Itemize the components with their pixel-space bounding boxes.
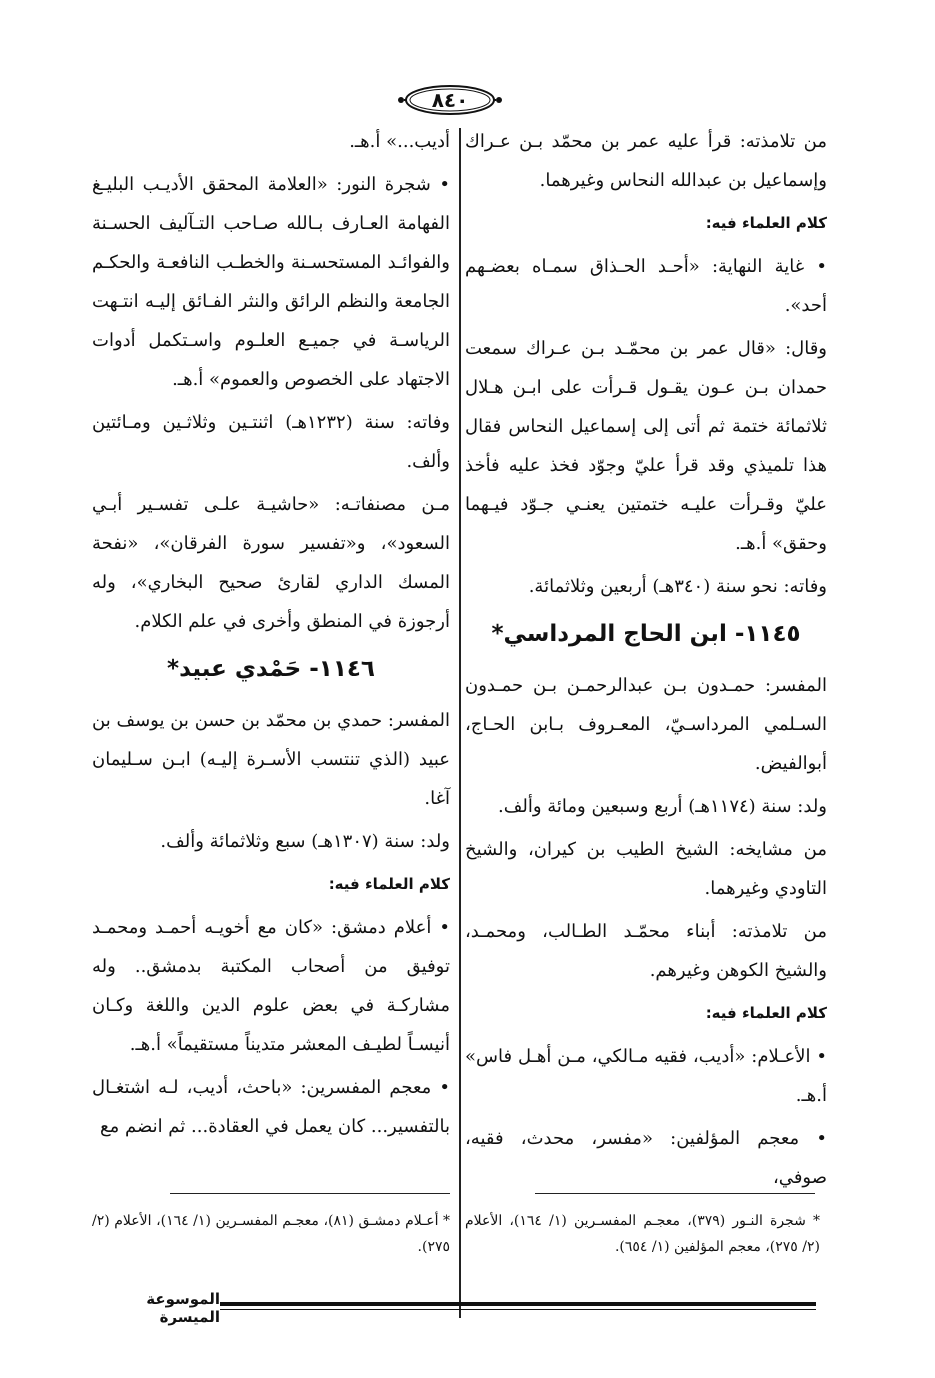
footer-rule (220, 1302, 816, 1306)
entry-title: ١١٤٥- ابن الحاج المرداسي* (491, 621, 801, 647)
footnote-rule (170, 1193, 450, 1194)
paragraph: وفاته: نحو سنة (٣٤٠هـ) أربعين وثلاثمائة. (528, 576, 827, 597)
paragraph: • معجم المفسرين: «باحث، أديب، لـه اشتغـال بالتفسير... كان يعمل في العقادة... ثم انضم مع (92, 1077, 450, 1137)
column-divider (459, 128, 461, 1318)
paragraph: أديب...» أ.هـ. (349, 131, 450, 152)
footnote: * شجرة النـور (٣٧٩)، معجـم المفسـرين (١/ ١٦٤)، الأعلام (٢/ ٢٧٥)، معجم المؤلفين (١/ ٦٥٤). (465, 1213, 820, 1255)
footnote: * أعـلام دمشـق (٨١)، معجـم المفسـرين (١/ ١٦٤)، الأعلام (٢/ ٢٧٥). (92, 1213, 451, 1255)
paragraph: المفسر: حمدي بن محمّد بن حسن بن يوسف بن عبيد (الذي تنتسب الأسـرة إليـه) ابـن سـليمان آغا. (92, 710, 450, 809)
paragraph: • شجرة النور: «العلامة المحقق الأديـب البليـغ الفهامة العـارف بـالله صـاحب التـآليف الحسـنة والفوائـد المستحسـنة والخطـب النافعـة والحكـم الجامعة والنظم الرائق والنثر الفـائق إليـه انتـهت الرياسـة في جميـع العلـوم واسـتكمل أدوات الاجتهاد على الخصوص والعموم» أ.هـ. (92, 174, 450, 390)
paragraph: • معجم المؤلفين: «مفسر، محدث، فقيه، صوفي، (465, 1128, 827, 1188)
page-number-ornament (395, 82, 505, 118)
entry-title: ١١٤٦- حَمْدي عبيد* (167, 656, 375, 682)
paragraph: من تلامذته: أبناء محمّـد الطـالب، ومحمـد، والشيخ الكوهن وغيرهم. (465, 921, 827, 981)
paragraph: مـن مصنفاتـه: «حاشيـة علـى تفسـير أبـي السعود»، و«تفسير سورة الفرقان»، «نفحة المسك الداري لقارئ صحيح البخاري»، وله أرجوزة في المنطق وأخرى في علم الكلام. (92, 494, 450, 632)
page-number: ٨٤٠ (431, 88, 469, 112)
book-title: الموسوعة الميسرة (146, 1290, 220, 1326)
paragraph: • أعلام دمشق: «كان مع أخويـه أحمـد ومحمـد توفيق من أصحاب المكتبة بدمشق.. وله مشاركـة في بعض علوم الدين واللغة وكـان أنيسـاً لطيـف المعشر متديناً مستقيماً» أ.هـ. (92, 917, 450, 1055)
footnote-rule (535, 1193, 815, 1194)
paragraph: وفاته: سنة (١٢٣٢هـ) اثنتـين وثلاثـين ومـائتين وألف. (92, 412, 450, 472)
paragraph: وقال: «قال عمر بن محمّـد بـن عـراك سمعت حمدان بـن عـون يقـول قـرأت على ابـن هـلال ثلاثمائة ختمة ثم أتى إلى إسماعيل النحاس فقال هذا تلميذي وقد قرأ عليّ وجوّد فخذ عليه فأخذ عليّ وقـرأت عليـه ختمتين يعنـي جـوّد فيـهما وحقق» أ.هـ. (465, 338, 827, 554)
paragraph: من تلامذته: قرأ عليه عمر بن محمّد بـن عـراك وإسماعيل بن عبدالله النحاس وغيرهما. (465, 131, 827, 191)
paragraph: • الأعـلام: «أديب، فقيه مـالكي، مـن أهـل فاس» أ.هـ. (465, 1046, 827, 1106)
paragraph: • غاية النهاية: «أحـد الحـذاق سمـاه بعضـهم أحد». (465, 256, 827, 316)
section-subheading: كلام العلماء فيه: (705, 214, 827, 232)
section-subheading: كلام العلماء فيه: (705, 1004, 827, 1022)
paragraph: المفسر: حمـدون بـن عبدالرحمـن بـن حمـدون السـلمي المرداسـيّ، المعـروف بـابن الحـاج، أبوالفيض. (465, 675, 827, 774)
section-subheading: كلام العلماء فيه: (328, 875, 450, 893)
left-column (92, 122, 450, 1150)
paragraph: ولد: سنة (١٣٠٧هـ) سبع وثلاثمائة وألف. (160, 831, 450, 852)
footer-rule (220, 1309, 816, 1310)
paragraph: ولد: سنة (١١٧٤هـ) أربع وسبعين ومائة وألف. (498, 796, 827, 817)
paragraph: من مشايخه: الشيخ الطيب بن كيران، والشيخ التاودي وغيرهما. (465, 839, 827, 899)
right-column (465, 122, 827, 1201)
